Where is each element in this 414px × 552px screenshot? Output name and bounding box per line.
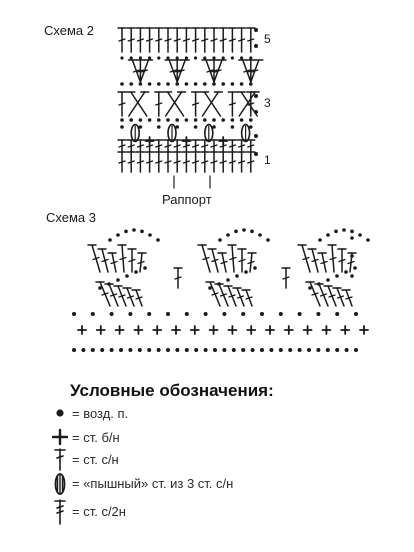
chain-dot [326, 278, 330, 282]
chain-dot [116, 233, 120, 237]
dc-stitch [206, 282, 220, 306]
chain-dot [108, 238, 112, 242]
chain-dot [208, 286, 212, 290]
scheme-3 [46, 210, 370, 352]
scheme-2-grid [118, 28, 263, 172]
chain-dot [258, 233, 262, 237]
chain-dot [350, 230, 354, 234]
chain-dot [335, 274, 339, 278]
chain-dot [335, 348, 339, 352]
chain-dot [132, 228, 136, 232]
chain-dot [350, 274, 354, 278]
chain-dot [175, 348, 179, 352]
chain-dot [307, 348, 311, 352]
chain-dot [120, 125, 124, 129]
puff-stitch [205, 125, 213, 142]
sc-stitch [304, 326, 312, 334]
chain-dot [120, 118, 124, 122]
dc-stitch [155, 92, 163, 116]
dc-stitch [108, 253, 117, 272]
dc-stitch [174, 268, 182, 288]
chain-dot [194, 82, 198, 86]
dc-stitch [114, 286, 126, 306]
chain-dot [326, 233, 330, 237]
puff-stitch [131, 125, 139, 142]
scheme-3-title: Схема 3 [46, 210, 96, 225]
dc-stitch [306, 282, 320, 306]
chain-dot [249, 125, 253, 129]
chain-dot [194, 118, 198, 122]
chain-dot [166, 348, 170, 352]
dc-stitch [146, 28, 154, 52]
dc-stitch [182, 28, 190, 52]
dc-stitch [224, 286, 236, 306]
dc-stitch [192, 140, 200, 152]
chain-dot [249, 56, 252, 59]
dc-stitch [219, 28, 227, 52]
chain-dot [204, 348, 208, 352]
chain-dot-icon [56, 409, 63, 416]
chain-dot [240, 82, 244, 86]
dc-stitch [155, 140, 163, 152]
legend [53, 381, 274, 524]
legend-item-single-crochet [53, 430, 120, 445]
chain-dot [221, 82, 225, 86]
dc-stitch [118, 245, 126, 272]
dc-stitch [215, 284, 228, 306]
dc-stitch [238, 249, 246, 272]
chain-dot [148, 56, 151, 59]
dc-stitch [247, 140, 255, 152]
chain-dot [218, 238, 222, 242]
dc-stitch [118, 92, 126, 116]
chain-dot [366, 238, 370, 242]
chain-dot [91, 312, 95, 316]
chain-dot [143, 266, 147, 270]
chain-dot [241, 312, 245, 316]
dc-stitch [228, 152, 236, 172]
chain-dot [81, 348, 85, 352]
chain-dot [288, 348, 292, 352]
chain-dot [226, 278, 230, 282]
dc-stitch [192, 152, 200, 172]
chain-dot [269, 348, 273, 352]
chain-dot [266, 238, 270, 242]
dc-stitch [228, 245, 236, 272]
chain-dot [242, 228, 246, 232]
dc-stitch [192, 28, 200, 52]
sc-stitch [285, 326, 293, 334]
dc-stitch [146, 152, 154, 172]
chain-dot [334, 230, 338, 234]
dc-stitch [164, 28, 172, 52]
sc-stitch [219, 137, 227, 145]
scheme-2-row-number-3: 3 [264, 96, 271, 110]
chain-dot [279, 348, 283, 352]
dc-stitch [210, 140, 218, 152]
chain-dot [194, 125, 198, 129]
chain-dot [194, 348, 198, 352]
chain-dot [157, 118, 161, 122]
chain-dot [185, 312, 189, 316]
dc-stitch [173, 28, 181, 52]
dc-stitch [210, 28, 218, 52]
chain-dot [318, 238, 322, 242]
sc-stitch [228, 326, 236, 334]
chain-dot [260, 312, 264, 316]
chain-dot [249, 118, 253, 122]
dc-stitch [201, 152, 209, 172]
dc-stitch [155, 152, 163, 172]
chain-dot [148, 233, 152, 237]
dc-stitch [324, 286, 336, 306]
chain-dot [175, 125, 179, 129]
puff-stitch [242, 125, 250, 142]
chain-dot [231, 118, 235, 122]
crossed-dc [164, 92, 186, 116]
legend-item-text: = ст. б/н [72, 430, 120, 445]
chain-dot [254, 134, 258, 138]
chain-dot [176, 56, 179, 59]
dc-stitch [173, 140, 181, 152]
chain-dot [251, 348, 255, 352]
sc-stitch [78, 326, 86, 334]
chain-dot [124, 230, 128, 234]
dc-stitch [318, 253, 327, 272]
chain-dot [119, 348, 123, 352]
chain-dot [212, 56, 215, 59]
chain-dot [194, 56, 197, 59]
chain-dot [129, 118, 133, 122]
rapport-bracket [174, 176, 210, 188]
single-crochet-cross-icon [53, 430, 67, 444]
dc-stitch [228, 140, 236, 152]
chain-dot [147, 348, 151, 352]
dc-stitch [128, 249, 136, 272]
chain-dot [203, 118, 207, 122]
wave-motif [198, 228, 270, 306]
dc-stitch [173, 152, 181, 172]
chain-dot [212, 118, 216, 122]
sc-stitch [134, 326, 142, 334]
chain-dot [166, 56, 169, 59]
chain-dot [231, 125, 235, 129]
chain-dot [166, 312, 170, 316]
chain-dot [138, 348, 142, 352]
crossed-dc [200, 92, 222, 116]
chain-dot [185, 82, 189, 86]
chain-dot [203, 82, 207, 86]
chain-dot [204, 312, 208, 316]
chain-dot [244, 270, 248, 274]
dc-stitch [315, 284, 328, 306]
legend-item-text: = ст. с/2н [72, 504, 126, 519]
legend-item-treble [55, 500, 126, 524]
chain-dot [326, 348, 330, 352]
chain-dot [128, 348, 132, 352]
chain-dot [110, 312, 114, 316]
sc-stitch [191, 326, 199, 334]
chain-dot [221, 118, 225, 122]
chain-dot [157, 125, 161, 129]
chain-dot [222, 348, 226, 352]
chain-dot [203, 56, 206, 59]
legend-item-puff-stitch [56, 474, 234, 494]
chain-dot [222, 312, 226, 316]
dc-stitch [155, 28, 163, 52]
chain-dot [231, 56, 234, 59]
sc-stitch [322, 326, 330, 334]
legend-item-text: = ст. с/н [72, 452, 119, 467]
chain-dot [254, 28, 258, 32]
legend-title: Условные обозначения: [70, 381, 274, 400]
dc-stitch [328, 245, 336, 272]
chain-dot [185, 56, 188, 59]
dc-stitch [105, 284, 118, 306]
legend-item-text: = возд. п. [72, 406, 129, 421]
chain-dot [354, 312, 358, 316]
chain-dot [254, 110, 258, 114]
chain-dot [134, 270, 138, 274]
chain-dot [110, 348, 114, 352]
chain-dot [298, 312, 302, 316]
dc-stitch [247, 152, 255, 172]
chain-dot [354, 348, 358, 352]
chain-dot [260, 348, 264, 352]
chain-dot [120, 82, 124, 86]
dc-stitch [136, 152, 144, 172]
chain-dot [129, 82, 133, 86]
legend-item-double-crochet [55, 449, 119, 470]
chain-dot [316, 312, 320, 316]
sc-stitch [97, 326, 105, 334]
chain-dot [241, 348, 245, 352]
chain-dot [175, 118, 179, 122]
chain-dot [157, 56, 160, 59]
sc-stitch [116, 326, 124, 334]
dc-stitch [228, 28, 236, 52]
sc-stitch [182, 137, 190, 145]
dc-stitch [282, 268, 290, 288]
chain-dot [148, 118, 152, 122]
dc-stitch [219, 152, 227, 172]
dc-stitch [338, 249, 346, 272]
chain-dot [157, 82, 161, 86]
scheme-3-grid [72, 228, 370, 352]
dc-stitch [118, 28, 126, 52]
sc-stitch [266, 326, 274, 334]
chain-dot [156, 238, 160, 242]
chain-dot [100, 348, 104, 352]
rapport-label: Раппорт [162, 192, 212, 207]
legend-item-chain [56, 406, 128, 421]
dc-stitch [118, 152, 126, 172]
scheme-2 [44, 23, 271, 207]
chain-dot [120, 56, 123, 59]
chain-dot [279, 312, 283, 316]
chain-dot [254, 94, 258, 98]
chain-dot [72, 348, 76, 352]
chain-dot [350, 236, 354, 240]
sc-stitch [341, 326, 349, 334]
dc-stitch [247, 28, 255, 52]
chain-dot [166, 82, 170, 86]
sc-stitch [360, 326, 368, 334]
puff-stitch [168, 125, 176, 142]
chain-dot [344, 270, 348, 274]
chain-dot [213, 348, 217, 352]
chain-dot [358, 233, 362, 237]
chain-dot [316, 348, 320, 352]
chain-dot [140, 230, 144, 234]
wave-motif [88, 228, 160, 306]
chain-dot [125, 274, 129, 278]
chain-dot [232, 348, 236, 352]
chain-dot [91, 348, 95, 352]
chain-dot [157, 348, 161, 352]
chain-dot [335, 312, 339, 316]
dc-stitch [238, 28, 246, 52]
chain-dot [139, 118, 143, 122]
scheme-2-title: Схема 2 [44, 23, 94, 38]
chain-dot [240, 56, 243, 59]
chain-dot [250, 230, 254, 234]
chain-dot [98, 286, 102, 290]
dc-stitch [136, 28, 144, 52]
dc-stitch [201, 28, 209, 52]
chain-dot [139, 125, 143, 129]
crossed-dc [127, 92, 149, 116]
wave-motif [298, 228, 370, 306]
chain-dot [107, 282, 111, 286]
sc-stitch [153, 326, 161, 334]
chain-dot [317, 282, 321, 286]
chain-dot [234, 230, 238, 234]
chain-dot [128, 312, 132, 316]
dc-stitch [96, 282, 110, 306]
scheme-2-row-number-5: 5 [264, 32, 271, 46]
chain-dot [185, 348, 189, 352]
chain-dot [185, 118, 189, 122]
dc-stitch [218, 253, 227, 272]
dc-stitch [118, 140, 126, 152]
double-crochet-icon [55, 449, 65, 470]
chain-dot [350, 254, 354, 258]
chain-dot [353, 266, 357, 270]
sc-stitch [247, 326, 255, 334]
chain-dot [342, 228, 346, 232]
chain-dot [254, 44, 258, 48]
chain-dot [308, 286, 312, 290]
chain-dot [240, 118, 244, 122]
chain-dot [212, 125, 216, 129]
sc-stitch [146, 137, 154, 145]
sc-stitch [172, 326, 180, 334]
dc-stitch [182, 152, 190, 172]
chain-dot [116, 278, 120, 282]
chain-dot [217, 282, 221, 286]
chain-dot [298, 348, 302, 352]
chain-dot [253, 266, 257, 270]
chain-dot [231, 82, 235, 86]
chain-dot [166, 118, 170, 122]
dc-stitch [136, 140, 144, 152]
sc-stitch [210, 326, 218, 334]
dc-stitch [238, 152, 246, 172]
puff-stitch-icon [56, 474, 65, 494]
dc-stitch [127, 28, 135, 52]
legend-item-text: = «пышный» ст. из 3 ст. с/н [72, 476, 234, 491]
chain-dot [345, 348, 349, 352]
chain-dot [139, 56, 142, 59]
chain-dot [222, 56, 225, 59]
chain-dot [130, 56, 133, 59]
dc-stitch [164, 152, 172, 172]
chain-dot [72, 312, 76, 316]
dc-stitch [192, 92, 200, 116]
treble-crochet-icon [55, 500, 65, 524]
chain-dot [226, 233, 230, 237]
chain-dot [148, 82, 152, 86]
scheme-2-row-number-1: 1 [264, 153, 271, 167]
dc-stitch [127, 152, 135, 172]
chain-dot [235, 274, 239, 278]
chain-dot [254, 152, 258, 156]
chain-dot [147, 312, 151, 316]
dc-stitch [210, 152, 218, 172]
dc-stitch [228, 92, 236, 116]
